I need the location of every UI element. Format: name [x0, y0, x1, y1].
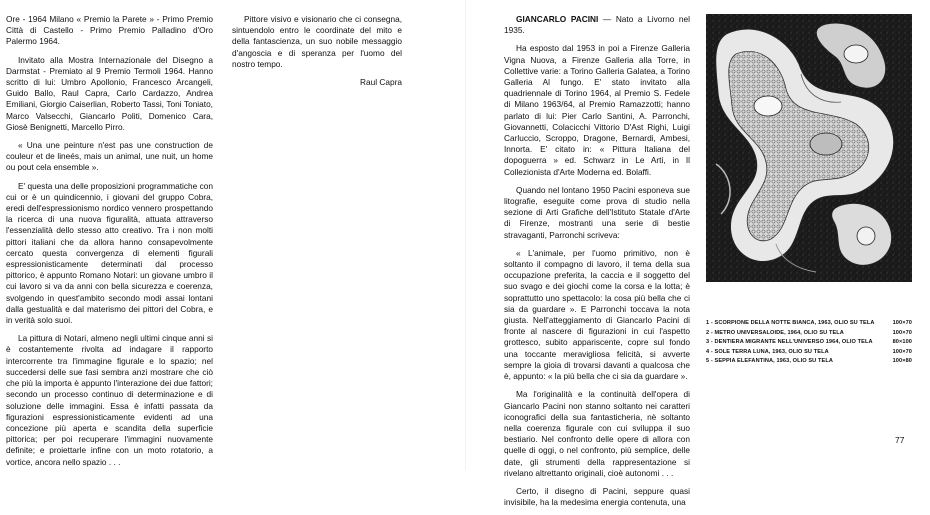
caption-label: 4 - SOLE TERRA LUNA, 1963, OLIO SU TELA [706, 348, 829, 355]
paragraph: Ore - 1964 Milano « Premio la Parete » - Primo Premio Città di Castello - Primo Premio Palladino d'Oro Palermo 1964. [6, 14, 213, 47]
caption-size: 100×80 [892, 358, 912, 365]
paragraph: Ma l'originalità e la continuità dell'opera di Giancarlo Pacini non stanno soltanto nei caratteri iconografici della sua fantasticheria, nè soltanto nella coerenza figurale con cui sviluppa il suo bestiario. Nel confronto delle opere di allora con quelle di oggi, o nel confronto, più semplice, delle date, gli strumenti della rappresentazione si rivelano altrettanto originali, cioè autonomi . . . [504, 389, 690, 478]
right-page-text-column [504, 14, 690, 515]
paragraph: Quando nel lontano 1950 Pacini esponeva sue litografie, eseguite come prova di studio nella sezione di Arti Grafiche dell'Istituto Statale d'Arte di Firenze, mostranti una serie di bestie stravaganti, Parronchi scriveva: [504, 184, 690, 240]
caption-size: 100×70 [892, 329, 912, 336]
artist-name: GIANCARLO PACINI [516, 14, 599, 24]
caption-size: 80×100 [892, 339, 912, 346]
artwork-captions [706, 319, 912, 367]
left-page-column-1 [6, 14, 213, 475]
caption-label: 1 - SCORPIONE DELLA NOTTE BIANCA, 1963, OLIO SU TELA [706, 320, 875, 326]
caption-row [706, 329, 912, 339]
paragraph: Invitato alla Mostra Internazionale del Disegno a Darmstat - Premiato al 9 Premio Termoli 1964. Hanno scritto di lui: Umbro Apollonio, Francesco Arcangeli, Guido Ballo, Raul Capra, Carlo Cardazzo, Andrea Emiliani, Giorgio Caiserlian, Roberto Tassi, Toni Toniato, Marco Valsecchi, Giancarlo Politi, Domenico Cara, Giosè Benignetti, Marcello Pirro. [6, 54, 213, 132]
artist-intro: — Nato a Livorno nel 1935. [504, 14, 690, 36]
caption-row [706, 338, 912, 348]
caption-size: 100×70 [892, 320, 912, 326]
paragraph: Pittore visivo e visionario che ci consegna, sintuendolo entro le coordinate del mito e della fantascienza, un suo nobile messaggio d'angoscia e di speranza per l'uomo del nostro tempo. [232, 14, 402, 69]
caption-label: 5 - SEPPIA ELEFANTINA, 1963, OLIO SU TELA [706, 358, 833, 365]
caption-row [706, 357, 912, 367]
caption-row [706, 319, 912, 329]
quote-paragraph: « L'animale, per l'uomo primitivo, non è soltanto il compagno di lavoro, il tema della sua occupazione preferita, la caccia e il soggetto del suo svago e dei giochi come la corsa e la lotta; è soprattutto uno spettacolo: la cosa più bella che ci sia da guardare ». E Parronchi toccava la nota giusta. Nell'atteggiamento di Giancarlo Pacini di fronte al nascere di figurazioni in cui l'aspetto grottesco, subito appariscente, copre sul fondo una toccante meravigliosa felicità, si avverte sempre la gioia di trovarsi davanti a qualcosa che è, appunto: « la più bella che ci sia da guardare ». [504, 247, 690, 382]
paragraph: Ha esposto dal 1953 in poi a Firenze Galleria Vigna Nuova, a Firenze Galleria alla Torre, in Collettive varie: a Torino Galleria Galatea, a Torino Galleria Al fungo. E' stato invitato alla quadriennale di Torino 1964, al Premio S. Fedele di Milano 1963/64, al Premio Ramazzotti; hanno parlato di lui: Pier Carlo Santini, A. Parronchi, Giovannetti, Colacicchi Vittorio D'Ast Righi, Luigi Carluccio, Scroppo, Dragone, Bernardi, Ambesi, Innorta. E' citato in: « Pittura Italiana del dopoguerra » ed. Schwarz in Le Arti, in Il Collezionista d'Arte Moderna ed. Bolaffi. [504, 43, 690, 177]
caption-label: 3 - DENTIERA MIGRANTE NELL'UNIVERSO 1964, OLIO TELA [706, 339, 873, 346]
artwork-image [706, 14, 912, 282]
page-gutter [465, 0, 466, 470]
paragraph: La pittura di Notari, almeno negli ultimi cinque anni si è costantemente rivolta ad indagare il rapporto intercorrente tra l'immagine figurale e lo spazio; nel succedersi delle sue fasi sembra anzi mostrare che ciò che più la importa è appunto l'interazione dei due fattori; secondo un processo continuo di determinazione e di soluzione delle immagini. Essa è infatti passata da figurazioni espressionisticamente evidenti ad una concezione più aperta e scandita della superficie pittorica; per poi recuperare l'immagini nuovamente definite; e proiettarle infine con un moto rotatorio, a vortice, ancora nello spazio . . . [6, 333, 213, 467]
paragraph: E' questa una delle proposizioni programmatiche con cui or è un quindicennio, i giovani del gruppo Cobra, eredi dell'espressionismo nordico vennero prospettando la ricerca di una nuova figuralità, attuata attraverso l'essenzialità dello stesso atto creativo. Tra i non molti pittori italiani che da allora hanno consapevolmente cercato questa convergenza di elementi figurali espressionisticamente determinati dal processo pittorico, è appunto Romano Notari: un giovane umbro il cui lavoro si va da anni con bella sicurezza e coerenza, svolgendo in quest'ambito secondo modi assai lontani dalla gestualità e dal materismo dei pittori del Cobra, e in verità solo suoi. [6, 180, 213, 326]
caption-label: 2 - METRO UNIVERSALOIDE, 1964, OLIO SU TELA [706, 329, 844, 336]
left-page-column-2 [232, 14, 402, 95]
quote-paragraph: « Una une peinture n'est pas une construction de couleur et de lineés, mais un animal, une nuit, un home ou pout cela ensemble ». [6, 140, 213, 173]
author-signature: Raul Capra [360, 77, 402, 88]
caption-row [706, 348, 912, 358]
page-number: 77 [895, 435, 905, 445]
paragraph: Certo, il disegno di Pacini, seppure quasi invisibile, ha la medesima energia contenuta, una [504, 485, 690, 508]
artist-heading [504, 14, 690, 36]
caption-size: 100×70 [892, 348, 912, 355]
